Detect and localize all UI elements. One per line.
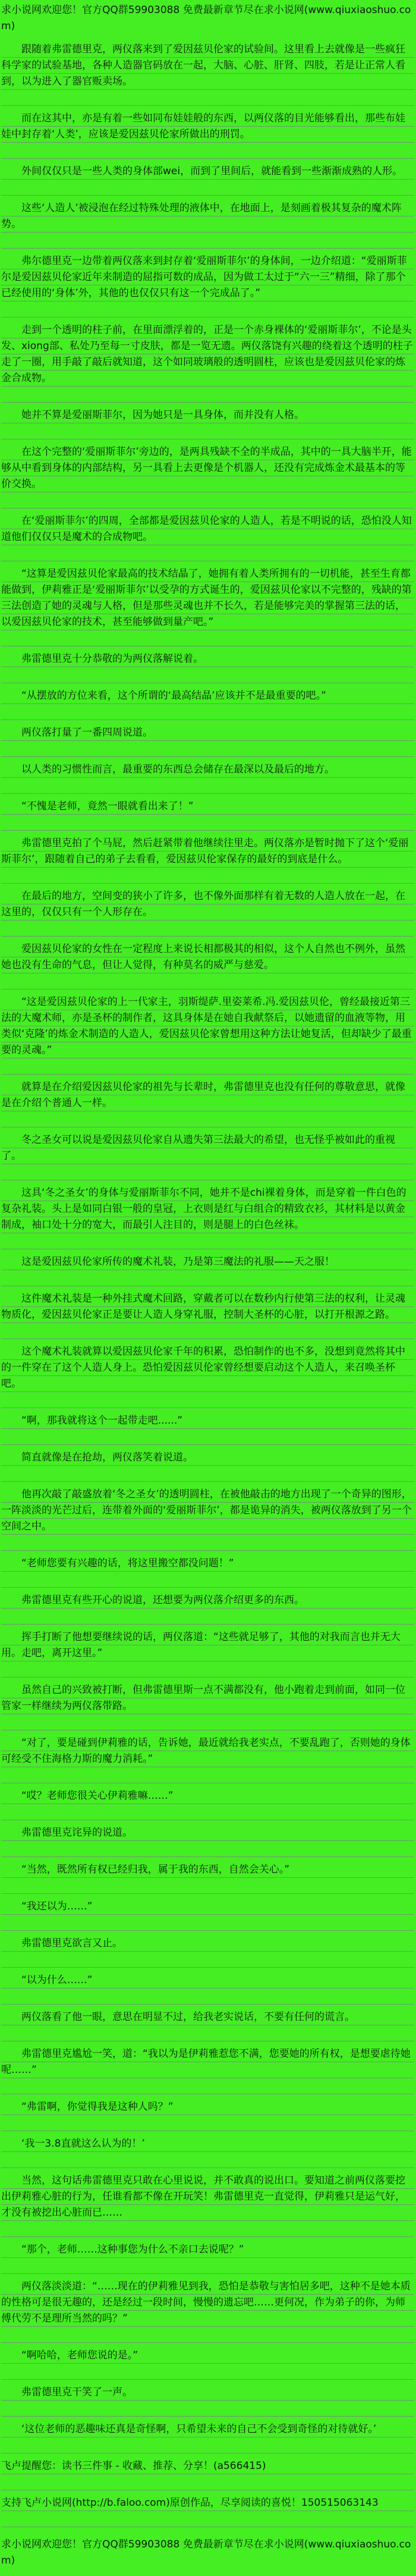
paragraph: ‘我一3.8直就这么认为的！’ xyxy=(1,2136,414,2168)
paragraph: 跟随着弗雷德里克，两仪落来到了爱因兹贝伦家的试验间。这里看上去就像是一些疯狂科学家的试验基地，各种人造器官码放在一起，大脑、心脏、肝肾、四肢，若是让正常人看到，以为进入了器官贩卖场。 xyxy=(1,42,414,106)
paragraph: 就算是在介绍爱因兹贝伦家的祖先与长辈时，弗雷德里克也没有任何的尊敬意思，就像是在介绍个普通人一样。 xyxy=(1,1079,414,1127)
paragraph: 弗雷德里克有些开心的说道，还想要为两仪落介绍更多的东西。 xyxy=(1,1592,414,1625)
paragraph: 虽然自己的兴致被打断，但弗雷德里斯一点不满都没有，他小跑着走到前面，如同一位管家一样继续为两仪落带路。 xyxy=(1,1682,414,1730)
paragraph: 弗雷德里克欲言又止。 xyxy=(1,1936,414,1968)
paragraph: “老师您要有兴趣的话，将这里搬空都没问题！” xyxy=(1,1556,414,1588)
paragraph: 弗雷德里克诧异的说道。 xyxy=(1,1825,414,1857)
paragraph: 爱因兹贝伦家的女性在一定程度上来说长相都极其的相似，这个人自然也不例外，虽然她也没有生命的气息，但让人觉得，有种莫名的威严与慈爱。 xyxy=(1,941,414,989)
paragraph: 两仪落看了他一眼，意思在明显不过，给我老实说话，不要有任何的谎言。 xyxy=(1,2009,414,2041)
paragraph: 弗尔德里克一边带着两仪落来到封存着‘爱丽斯菲尔’的身体间，一边介绍道：“爱丽斯菲尔是爱因兹贝伦家近年来制造的屈指可数的成品，因为做工太过于“六一三”精细，除了那个已经使用的‘身体’外，其他的也仅仅只有这一个完成品了。” xyxy=(1,253,414,318)
paragraph: 简直就像是在抢劫，两仪落笑着说道。 xyxy=(1,1450,414,1482)
paragraph: “当然，既然所有权已经归我，属于我的东西，自然会关心。” xyxy=(1,1862,414,1894)
paragraph: 两仪落淡淡道：“……现在的伊莉雅见到我，恐怕是恭敬与害怕居多吧，这种不是她本质的性格可是很无趣的，还是经过一段时间，慢慢的遗忘吧……更何况，作为弟子的你，为师傅代劳不是理所当然的吗？” xyxy=(1,2279,414,2343)
paragraph: 外间仅仅只是一些人类的身体部wei，而到了里间后，就能看到一些渐渐成熟的人形。 xyxy=(1,164,414,196)
paragraph: “这算是爱因兹贝伦家最高的技术结晶了，她拥有着人类所拥有的一切机能，甚至生育都能做到，伊莉雅正是‘爱丽斯菲尔’以受孕的方式诞生的，爱因兹贝伦家以不完整的，残缺的第三法创造了她的灵魂与人格，但是那些灵魂也并不长久，若是能够完美的掌握第三法的话，以爱因兹贝伦家的技术，甚至能够做到量产吧。” xyxy=(1,566,414,646)
paragraph: “啊，那我就将这个一起带走吧......” xyxy=(1,1413,414,1445)
paragraph: “哎？老师您很关心伊莉雅嘛……” xyxy=(1,1788,414,1820)
site-notice-bottom: 求小说网欢迎您！官方QQ群59903088 免费最新章节尽在求小说网(www.qiuxiaoshuo.com) xyxy=(1,2539,411,2566)
paragraph: 弗雷德里克干笑了一声。 xyxy=(1,2385,414,2417)
paragraph: “我还以为……” xyxy=(1,1899,414,1931)
paragraph: 在‘爱丽斯菲尔’的四周，全部都是爱因兹贝伦家的人造人，若是不明说的话，恐怕没人知道他们仅仅只是魔术的合成物吧。 xyxy=(1,513,414,561)
paragraph: 她并不算是爱丽斯菲尔，因为她只是一具身体，而并没有人格。 xyxy=(1,407,414,439)
paragraph: 以人类的习惯性而言，最重要的东西总会储存在最深以及最后的地方。 xyxy=(1,762,414,794)
paragraph: “不愧是老师，竟然一眼就看出来了！” xyxy=(1,799,414,831)
paragraph: 而在这其中，亦是有着一些如同布娃娃般的东西，以两仪落的目光能够看出，那些布娃娃中封存着‘人类’，应该是爱因兹贝伦家所做出的刑罚。 xyxy=(1,111,414,159)
paragraph: “以为什么……” xyxy=(1,1972,414,2005)
paragraph: 这是爱因兹贝伦家所传的魔术礼装，乃是第三魔法的礼服——天之服！ xyxy=(1,1254,414,1286)
faloo-reminder: 飞卢提醒您：读书三件事 - 收藏、推荐、分享！(a566415) xyxy=(1,2458,414,2490)
paragraph: 走到一个透明的柱子前，在里面漂浮着的，正是一个赤身裸体的‘爱丽斯菲尔’，不论是头发、xiong部、私处乃至每一寸皮肤，都是一览无遗。两仪落饶有兴趣的绕着这个透明的柱子走了一圈，用手敲了敲后就知道，这个如同玻璃般的透明圆柱，应该也是爱因兹贝伦家的炼金合成物。 xyxy=(1,322,414,403)
paragraph: 这个魔术礼装就算以爱因兹贝伦家千年的积累，恐怕制作的也不多，没想到竟然将其中的一件穿在了这个人造人身上。恐怕爱因兹贝伦家曾经想要启动这个人造人，来召唤圣杯吧。 xyxy=(1,1344,414,1408)
paragraph: 挥手打断了他想要继续说的话，两仪落道：“这些就足够了，其他的对我而言也并无大用。走吧，离开这里。” xyxy=(1,1629,414,1677)
paragraph: 在这个完整的‘爱丽斯菲尔’旁边的，是两具残缺不全的半成品，其中的一具大脑半开，能够从中看到身体的内部结构，另一具看上去更像是个机器人，还没有完成炼金术最基本的等价交换。 xyxy=(1,444,414,508)
site-notice-top: 求小说网欢迎您！官方QQ群59903088 免费最新章节尽在求小说网(www.qiuxiaoshuo.com) xyxy=(1,4,411,32)
faloo-support-notice: 支持飞卢小说网(http://b.faloo.com)原创作品，尽享阅读的喜悦！150515063143 xyxy=(1,2495,414,2527)
paragraph: 这具‘冬之圣女’的身体与爱丽斯菲尔不同，她并不是chi裸着身体，而是穿着一件白色的复杂礼装。头上是如同白银一般的皇冠，上衣则是红与白组合的精致衣衫，其材料是以黄金制成，袖口处十分的宽大，而最引人注目的，则是腿上的白色丝袜。 xyxy=(1,1185,414,1249)
paragraph: 他再次敲了敲盛放着‘冬之圣女’的透明圆柱，在被他敲击的地方出现了一个奇异的图形，一阵淡淡的光芒过后，连带着外面的‘爱丽斯菲尔’，都是诡异的消失，被两仪落放到了另一个空间之中。 xyxy=(1,1487,414,1551)
paragraph: 弗雷德里克十分恭敬的为两仪落解说着。 xyxy=(1,651,414,683)
paragraph: 当然，这句话弗雷德里克只敢在心里说说，并不敢真的说出口。要知道之前两仪落要挖出伊莉雅心脏的行为，任谁看都不像在开玩笑！弗雷德里克一直觉得，伊莉雅只是运气好，才没有被挖出心脏而已…… xyxy=(1,2173,414,2237)
paragraph: “从摆放的方位来看，这个所谓的‘最高结晶’应该并不是最重要的吧。” xyxy=(1,688,414,720)
paragraph: “弗雷啊，你觉得我是这种人吗？” xyxy=(1,2099,414,2131)
paragraph: 这些‘人造人’被浸泡在经过特殊处理的液体中，在地面上，是刻画着极其复杂的魔术阵势。 xyxy=(1,200,414,249)
paragraph: 在最后的地方，空间变的狭小了许多，也不像外面那样有着无数的人造人放在一起，在这里的，仅仅只有一个人形存在。 xyxy=(1,888,414,937)
paragraph: ‘这位老师的恶趣味还真是奇怪啊，只希望未来的自己不会受到奇怪的对待就好。’ xyxy=(1,2421,414,2454)
paragraph: 两仪落打量了一番四周说道。 xyxy=(1,725,414,757)
paragraph: “那个，老师……这种事您为什么不亲口去说呢？” xyxy=(1,2242,414,2274)
paragraph: 冬之圣女可以说是爱因兹贝伦家自从遗失第三法最大的希望，也无怪乎被如此的重视了。 xyxy=(1,1132,414,1180)
paragraph: 弗雷德里克尴尬一笑，道：“我以为是伊莉雅惹您不满，您要她的所有权，是想要虐待她呢……” xyxy=(1,2046,414,2094)
paragraph: 这件魔术礼装是一种外挂式魔术回路，穿戴者可以在数秒内行使第三法的权利，让灵魂物质化，爱因兹贝伦家正是要让人造人身穿礼服，控制大圣杯的心脏，以打开根源之路。 xyxy=(1,1291,414,1339)
paragraph: 弗雷德里克拍了个马屁，然后赶紧带着他继续往里走。两仪落亦是暂时抛下了这个‘爱丽斯菲尔’，跟随着自己的弟子去看看，爱因兹贝伦家保存的最好的到底是什么。 xyxy=(1,835,414,884)
paragraph: “这是爱因兹贝伦家的上一代家主，羽斯缇萨.里姿莱希.冯.爱因兹贝伦，曾经最接近第三法的大魔术师，亦是圣杯的制作者，这具身体是在她自我献祭后，以她遗留的血液等物，用类似‘克隆’的炼金术制造的人造人，爱因兹贝伦家曾想用这种方法让她复活，但却缺少了最重要的灵魂。” xyxy=(1,994,414,1075)
paragraph: “对了，要是碰到伊莉雅的话，告诉她，最近就给我老实点，不要乱跑了，否则她的身体可经受不住海格力斯的魔力消耗。” xyxy=(1,1735,414,1783)
paragraph: “啊哈哈，老师您说的是。” xyxy=(1,2348,414,2380)
